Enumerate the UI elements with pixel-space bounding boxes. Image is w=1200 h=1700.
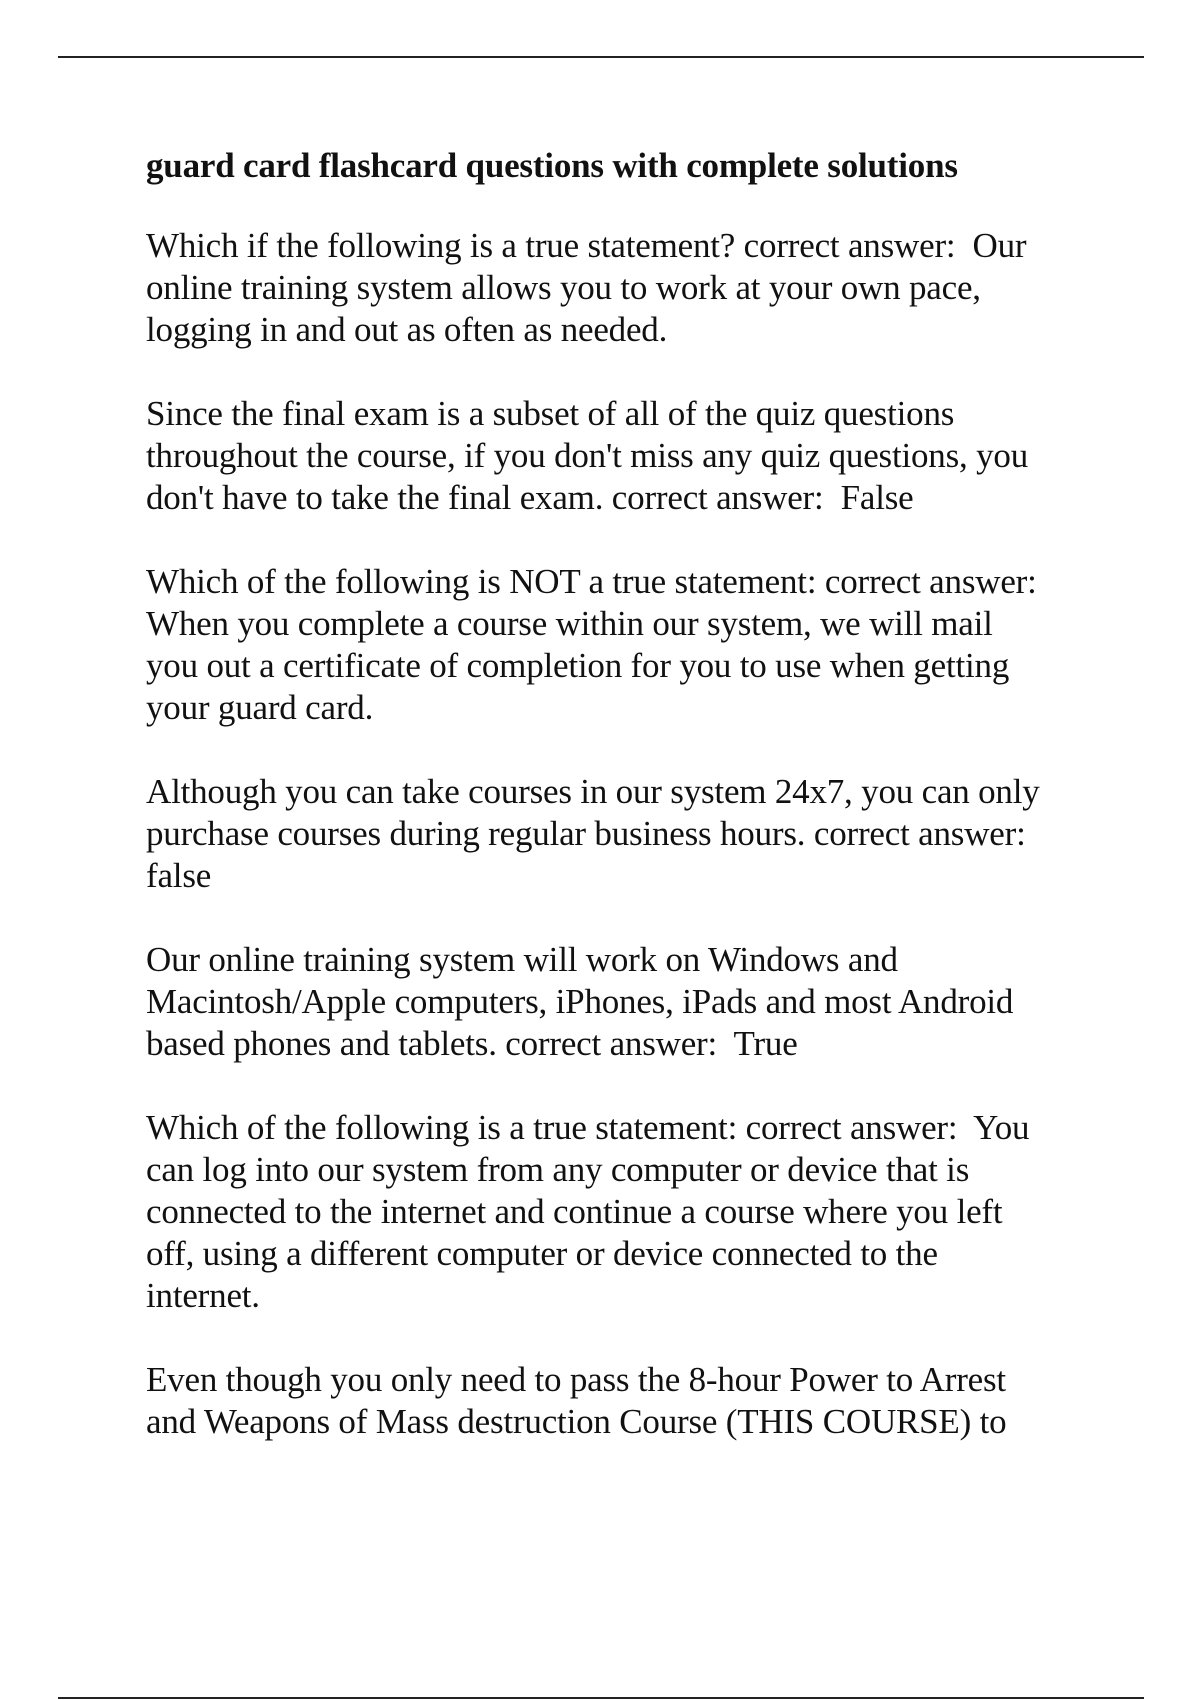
qa-item: Since the final exam is a subset of all of the quiz questions throughout the course, if you don't miss any quiz questions, you don't have to take the final exam. correct answer: False <box>146 394 1029 517</box>
bottom-divider <box>58 1697 1144 1699</box>
qa-item: Even though you only need to pass the 8-hour Power to Arrest and Weapons of Mass destruction Course (THIS COURSE) to <box>146 1360 1007 1441</box>
qa-item: Which if the following is a true statement? correct answer: Our online training system allows you to work at your own pace, logging in and out as often as needed. <box>146 226 1027 349</box>
qa-item: Although you can take courses in our system 24x7, you can only purchase courses during regular business hours. correct answer: false <box>146 772 1040 895</box>
document-body <box>146 145 1106 1485</box>
qa-item: Which of the following is NOT a true statement: correct answer: When you complete a course within our system, we will mail you out a certificate of completion for you to use when getting your guard card. <box>146 562 1037 727</box>
document-title: guard card flashcard questions with complete solutions <box>146 146 958 185</box>
qa-item: Which of the following is a true statement: correct answer: You can log into our system from any computer or device that is connected to the internet and continue a course where you left off, using a different computer or device connected to the internet. <box>146 1108 1030 1315</box>
qa-item: Our online training system will work on Windows and Macintosh/Apple computers, iPhones, iPads and most Android based phones and tablets. correct answer: True <box>146 940 1014 1063</box>
top-divider <box>58 56 1144 58</box>
